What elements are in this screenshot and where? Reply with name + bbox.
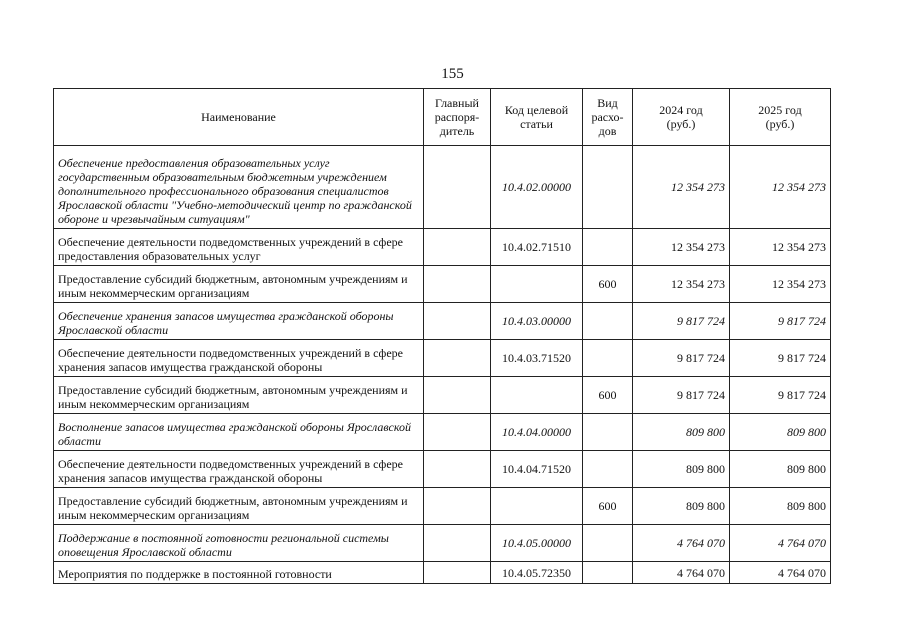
cell-ministry <box>424 146 491 229</box>
cell-code: 10.4.04.00000 <box>491 414 583 451</box>
cell-amount-2024: 9 817 724 <box>633 303 730 340</box>
cell-code: 10.4.03.00000 <box>491 303 583 340</box>
cell-amount-2025: 12 354 273 <box>730 229 831 266</box>
cell-name: Обеспечение деятельности подведомственных учреждений в сфере предоставления образовательных услуг <box>54 229 424 266</box>
cell-amount-2025: 809 800 <box>730 488 831 525</box>
cell-amount-2025: 9 817 724 <box>730 340 831 377</box>
cell-amount-2024: 809 800 <box>633 488 730 525</box>
cell-name: Поддержание в постоянной готовности региональной системы оповещения Ярославской области <box>54 525 424 562</box>
header-name: Наименование <box>54 89 424 146</box>
cell-expense-type: 600 <box>583 377 633 414</box>
cell-expense-type <box>583 414 633 451</box>
cell-name: Мероприятия по поддержке в постоянной готовности <box>54 562 424 584</box>
cell-amount-2024: 4 764 070 <box>633 562 730 584</box>
cell-ministry <box>424 229 491 266</box>
cell-expense-type <box>583 229 633 266</box>
cell-expense-type <box>583 562 633 584</box>
table-row <box>54 340 831 377</box>
cell-amount-2025: 4 764 070 <box>730 525 831 562</box>
cell-expense-type: 600 <box>583 488 633 525</box>
cell-name: Обеспечение хранения запасов имущества гражданской обороны Ярославской области <box>54 303 424 340</box>
cell-amount-2025: 809 800 <box>730 451 831 488</box>
cell-name: Обеспечение деятельности подведомственных учреждений в сфере хранения запасов имущества гражданской обороны <box>54 340 424 377</box>
cell-name: Обеспечение предоставления образовательных услуг государственным образовательным бюджетным учреждением дополнительного профессионального образования специалистов Ярославской области "Учебно-методический центр по гражданской обороне и чрезвычайным ситуациям" <box>54 146 424 229</box>
cell-ministry <box>424 451 491 488</box>
cell-ministry <box>424 562 491 584</box>
cell-name: Предоставление субсидий бюджетным, автономным учреждениям и иным некоммерческим организациям <box>54 266 424 303</box>
cell-code <box>491 377 583 414</box>
cell-ministry <box>424 488 491 525</box>
cell-name: Восполнение запасов имущества гражданской обороны Ярославской области <box>54 414 424 451</box>
header-code: Код целевой статьи <box>491 89 583 146</box>
cell-amount-2025: 809 800 <box>730 414 831 451</box>
cell-expense-type <box>583 146 633 229</box>
table-row <box>54 562 831 584</box>
cell-code: 10.4.02.00000 <box>491 146 583 229</box>
cell-amount-2025: 4 764 070 <box>730 562 831 584</box>
table-row <box>54 451 831 488</box>
cell-amount-2024: 12 354 273 <box>633 266 730 303</box>
cell-expense-type: 600 <box>583 266 633 303</box>
cell-expense-type <box>583 525 633 562</box>
cell-ministry <box>424 525 491 562</box>
header-type: Вид расхо- дов <box>583 89 633 146</box>
table-row <box>54 414 831 451</box>
cell-ministry <box>424 303 491 340</box>
cell-code: 10.4.02.71510 <box>491 229 583 266</box>
table-row <box>54 488 831 525</box>
cell-code: 10.4.05.00000 <box>491 525 583 562</box>
header-2024: 2024 год (руб.) <box>633 89 730 146</box>
cell-amount-2025: 12 354 273 <box>730 146 831 229</box>
header-2025: 2025 год (руб.) <box>730 89 831 146</box>
cell-name: Предоставление субсидий бюджетным, автономным учреждениям и иным некоммерческим организациям <box>54 377 424 414</box>
cell-amount-2024: 12 354 273 <box>633 229 730 266</box>
page-number: 155 <box>441 66 464 82</box>
budget-table <box>53 88 831 584</box>
cell-amount-2025: 9 817 724 <box>730 303 831 340</box>
cell-name: Предоставление субсидий бюджетным, автономным учреждениям и иным некоммерческим организациям <box>54 488 424 525</box>
cell-amount-2025: 12 354 273 <box>730 266 831 303</box>
cell-code <box>491 266 583 303</box>
table-header-row <box>54 89 831 146</box>
cell-ministry <box>424 340 491 377</box>
cell-code <box>491 488 583 525</box>
cell-amount-2024: 809 800 <box>633 414 730 451</box>
header-ministry: Главный распоря- дитель <box>424 89 491 146</box>
cell-name: Обеспечение деятельности подведомственных учреждений в сфере хранения запасов имущества гражданской обороны <box>54 451 424 488</box>
table-row <box>54 377 831 414</box>
cell-code: 10.4.04.71520 <box>491 451 583 488</box>
cell-amount-2024: 9 817 724 <box>633 340 730 377</box>
cell-amount-2024: 9 817 724 <box>633 377 730 414</box>
table-row <box>54 303 831 340</box>
cell-code: 10.4.05.72350 <box>491 562 583 584</box>
cell-ministry <box>424 377 491 414</box>
table-row <box>54 146 831 229</box>
cell-amount-2024: 12 354 273 <box>633 146 730 229</box>
cell-expense-type <box>583 451 633 488</box>
table-row <box>54 229 831 266</box>
table-row <box>54 525 831 562</box>
cell-ministry <box>424 266 491 303</box>
table-row <box>54 266 831 303</box>
cell-ministry <box>424 414 491 451</box>
cell-amount-2024: 809 800 <box>633 451 730 488</box>
cell-amount-2024: 4 764 070 <box>633 525 730 562</box>
cell-code: 10.4.03.71520 <box>491 340 583 377</box>
cell-expense-type <box>583 303 633 340</box>
table-body <box>54 146 831 584</box>
cell-expense-type <box>583 340 633 377</box>
cell-amount-2025: 9 817 724 <box>730 377 831 414</box>
